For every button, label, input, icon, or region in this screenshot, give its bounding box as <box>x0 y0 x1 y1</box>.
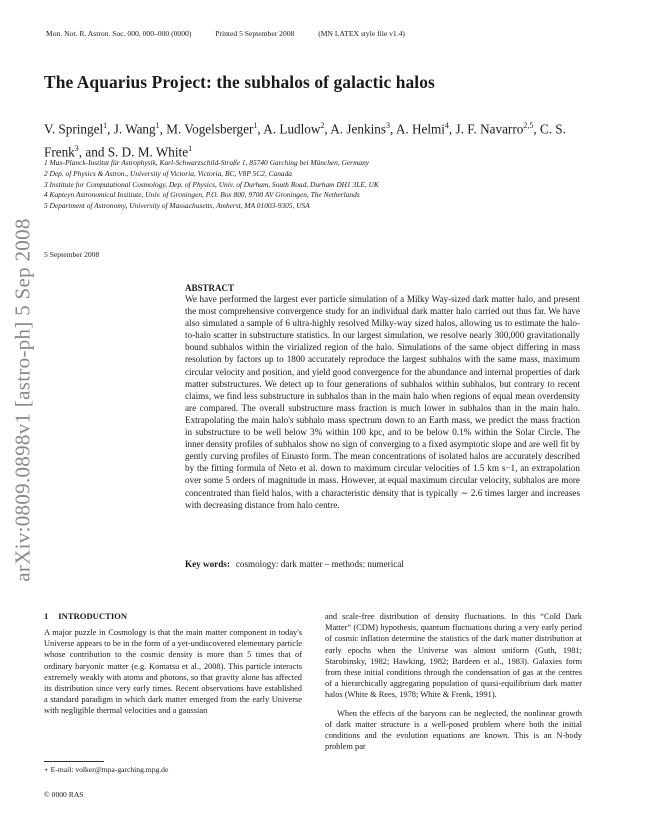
keywords <box>185 559 580 569</box>
style-file: (MN LATEX style file v1.4) <box>318 29 405 38</box>
footnote-rule <box>44 761 104 762</box>
copyright-notice: © 0000 RAS <box>44 790 84 799</box>
affiliation-2: 2 Dep. of Physics & Astron., University of Victoria, Victoria, BC, V8P 5C2, Canada <box>44 168 292 178</box>
author-list: V. Springel$^1$, J. Wang$^1$, M. Vogelsberger$^1$, A. Ludlow$^2$, A. Jenkins$^3$, A. Helmi$^4$, J. F. Navarro$^{2,5}$, C. S. Frenk$^3$, and S. D. M. White$^1$ <box>44 121 566 160</box>
keywords-text: cosmology: dark matter – methods: numerical <box>235 559 404 569</box>
affiliation-1: 1 Max-Planck-Institut für Astrophysik, Karl-Schwarzschild-Straße 1, 85740 Garching bei München, Germany <box>44 158 370 167</box>
abstract-body: We have performed the largest ever particle simulation of a Milky Way-sized dark matter halo, and present the most comprehensive convergence study for an individual dark matter halo carried out thus far. We have also simulated a sample of 6 ultra-highly resolved Milky-way sized halos, allowing us to estimate the halo-to-halo scatter in substructure statistics. In our largest simulation, we resolve nearly 300,000 gravitationally bound subhalos within the virialized region of the halo. Simulations of the same object differing in mass resolution by factors up to 1800 accurately reproduce the largest subhalos with the same mass, maximum circular velocity and position, and yield good convergence for the abundance and internal properties of dark matter substructures. We detect up to four generations of subhalos within subhalos, but contrary to recent claims, we find less substructure in subhalos than in the main halo when regions of equal mean overdensity are compared. The overall substructure mass fraction is much lower in subhalos than in the main halo. Extrapolating the main halo's subhalo mass spectrum down to an Earth mass, we predict the mass fraction in substructure to be well below 3% within 100 kpc, and to be below 0.1% within the Solar Circle. The inner density profiles of subhalos show no sign of converging to a fixed asymptotic slope and are well fit by gently curving profiles of Einasto form. The mean concentrations of isolated halos are accurately described by the fitting formula of Neto et al. down to maximum circular velocities of 1.5 km s−1, an extrapolation over some 5 orders of magnitude in mass. However, at equal maximum circular velocity, subhalos are more concentrated than field halos, with a characteristic density that is typically ∼ 2.6 times larger and increases with decreasing distance from halo centre. <box>185 294 580 510</box>
print-date: Printed 5 September 2008 <box>215 29 295 38</box>
affiliations <box>44 158 604 212</box>
affiliation-4: 4 Kapteyn Astronomical Institute, Univ. of Groningen, P.O. Box 800, 9700 AV Groningen, The Netherlands <box>44 190 360 200</box>
keywords-label: Key words: <box>185 559 230 569</box>
affiliation-3: 3 Institute for Computational Cosmology, Dep. of Physics, Univ. of Durham, South Road, Durham DH1 3LE, UK <box>44 179 379 189</box>
running-head <box>46 29 427 38</box>
intro-left-column: A major puzzle in Cosmology is that the main matter component in today's Universe appears to be in the form of a yet-undiscovered elementary particle whose contribution to the cosmic density is more than 5 times that of ordinary baryonic matter (e.g. Komatsu et al., 2008). This particle interacts extremely weakly with atoms and photons, so that gravity alone has affected its distribution since very early times. Recent observations have established a standard paradigm in which dark matter emerged from the early Universe with negligible thermal velocities and a gaussian <box>44 628 302 716</box>
intro-right-column <box>325 611 582 752</box>
section-number: 1 <box>44 611 49 621</box>
paper-title: The Aquarius Project: the subhalos of galactic halos <box>44 72 435 92</box>
journal-reference: Mon. Not. R. Astron. Soc. 000, 000–000 (0000) <box>46 29 192 38</box>
intro-paragraph: and scale-free distribution of density fluctuations. In this “Cold Dark Matter” (CDM) hypothesis, quantum fluctuations during a very early period of cosmic inflation determine the statistics of the dark matter distribution at early epochs when the Universe was almost uniform (Guth, 1981; Starobinsky, 1982; Hawking, 1982; Bardeen et al., 1983). Galaxies form from these initial conditions through the condensation of gas at the centres of a hierarchically aggregating population of quasi-equilibrium dark matter halos (White & Rees, 1978; White & Frenk, 1991). <box>325 612 582 700</box>
section-title: INTRODUCTION <box>58 611 128 621</box>
footnote-email: ⋆ E-mail: volker@mpa-garching.mpg.de <box>44 765 169 774</box>
arxiv-stamp: arXiv:0809.0898v1 [astro-ph] 5 Sep 2008 <box>10 218 35 582</box>
affiliation-5: 5 Department of Astronomy, University of Massachusetts, Amherst, MA 01003-9305, USA <box>44 201 310 211</box>
abstract-heading: ABSTRACT <box>185 283 235 293</box>
intro-paragraph: When the effects of the baryons can be neglected, the nonlinear growth of dark matter structure is a well-posed problem where both the initial conditions and the evolution equations are known. This is an N-body problem par <box>325 708 582 752</box>
section-heading <box>44 611 127 621</box>
submission-date: 5 September 2008 <box>44 250 100 259</box>
arxiv-stamp-band <box>4 210 42 590</box>
